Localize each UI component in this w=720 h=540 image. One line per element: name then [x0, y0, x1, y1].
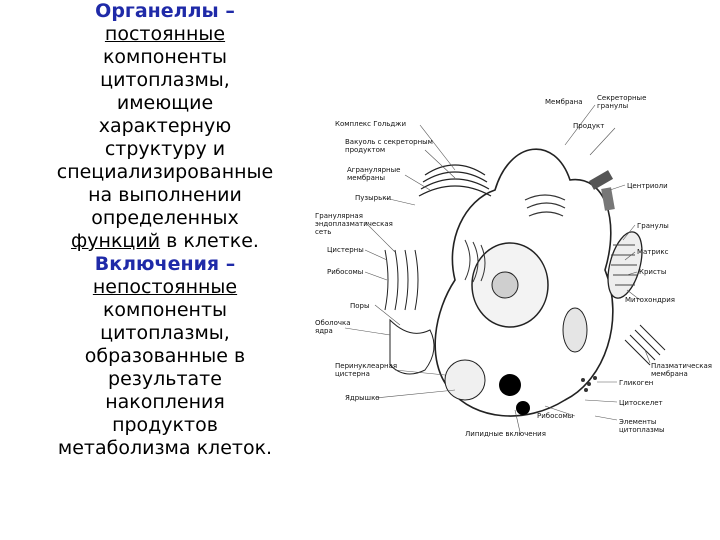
label-cristae: Кристы — [639, 268, 667, 276]
lipid-droplet — [499, 374, 521, 396]
functions-word: функций — [71, 230, 161, 252]
label-microfilaments-2: цитоплазмы — [619, 426, 665, 434]
inclusions-line: метаболизма клеток. — [57, 437, 273, 459]
inclusions-line: продуктов — [112, 414, 218, 436]
nucleolus-shape — [492, 272, 518, 298]
label-microfilaments-1: Элементы — [619, 418, 657, 426]
label-matrix: Матрикс — [637, 248, 669, 256]
label-granular-er-2: эндоплазматическая — [315, 220, 393, 228]
label-cytoskeleton: Цитоскелет — [619, 399, 663, 407]
granular-er — [385, 250, 418, 310]
organelles-line: характерную — [98, 115, 232, 137]
organelles-line: компоненты — [102, 46, 228, 68]
label-glycogen: Гликоген — [619, 379, 654, 387]
label-product: Продукт — [573, 122, 605, 130]
label-membrane: Мембрана — [545, 98, 583, 106]
label-granules: Гранулы — [637, 222, 669, 230]
organelles-line: на выполнении — [88, 184, 242, 206]
inclusions-line: непостоянные — [92, 276, 238, 298]
label-agranular-1: Агранулярные — [347, 166, 401, 174]
lipid-droplet — [516, 401, 530, 415]
organelles-line: имеющие — [116, 92, 214, 114]
label-cisterns: Цистерны — [327, 246, 364, 254]
label-pores: Поры — [350, 302, 370, 310]
organelles-line: постоянные — [104, 23, 226, 45]
cell-diagram — [305, 80, 720, 450]
organelles-line: цитоплазмы, — [100, 69, 230, 91]
label-plasma-membrane-2: мембрана — [651, 370, 688, 378]
organelles-last-line — [20, 230, 310, 253]
label-agranular-2: мембраны — [347, 174, 386, 182]
definitions-text-block — [20, 0, 310, 460]
organelles-title: Органеллы – — [95, 0, 235, 22]
label-perinuclear-1: Перинуклеарная — [335, 362, 398, 370]
inclusions-line: цитоплазмы, — [100, 322, 230, 344]
inclusions-line: образованные в — [84, 345, 246, 367]
label-plasma-membrane-1: Плазматическая — [651, 362, 712, 370]
golgi-inner — [525, 195, 565, 216]
label-nucleolus: Ядрышко — [345, 394, 380, 402]
label-vacuole-1: Вакуоль с секреторным — [345, 138, 433, 146]
organelles-line: определенных — [91, 207, 239, 229]
mitochondrion-outer — [602, 228, 649, 301]
cell-diagram-svg — [305, 80, 720, 450]
label-secretory-2: гранулы — [597, 102, 629, 110]
organelles-last-rest: в клетке. — [160, 230, 259, 252]
label-ribosomes: Рибосомы — [327, 268, 364, 276]
inclusions-line: результате — [108, 368, 222, 390]
centriole-shape — [589, 170, 615, 211]
label-vesicles: Пузырьки — [355, 194, 392, 202]
label-perinuclear-2: цистерна — [335, 370, 370, 378]
plasma-membrane-fragment — [625, 325, 665, 365]
label-vacuole-2: продуктом — [345, 146, 386, 154]
label-granular-er-3: сеть — [315, 228, 332, 236]
nucleus-outer — [445, 360, 485, 400]
label-secretory-1: Секреторные — [597, 94, 647, 102]
label-granular-er-1: Гранулярная — [315, 212, 363, 220]
label-golgi: Комплекс Гольджи — [335, 120, 407, 128]
organelles-line: структуру и — [104, 138, 226, 160]
label-nuclear-envelope-1: Оболочка — [315, 319, 351, 327]
label-mitochondrion: Митохондрия — [625, 296, 675, 304]
glycogen-granules — [581, 376, 597, 392]
inclusions-title: Включения – — [94, 253, 236, 275]
label-nuclear-envelope-2: ядра — [315, 327, 333, 335]
label-ribosomes-2: Рибосомы — [537, 412, 574, 420]
organelles-line: специализированные — [56, 161, 274, 183]
mitochondrion-inner — [563, 308, 587, 352]
label-centriole: Центриоли — [627, 182, 668, 190]
inclusions-line: компоненты — [102, 299, 228, 321]
inclusions-line: накопления — [105, 391, 225, 413]
label-lipid-inclusions: Липидные включения — [465, 430, 546, 438]
